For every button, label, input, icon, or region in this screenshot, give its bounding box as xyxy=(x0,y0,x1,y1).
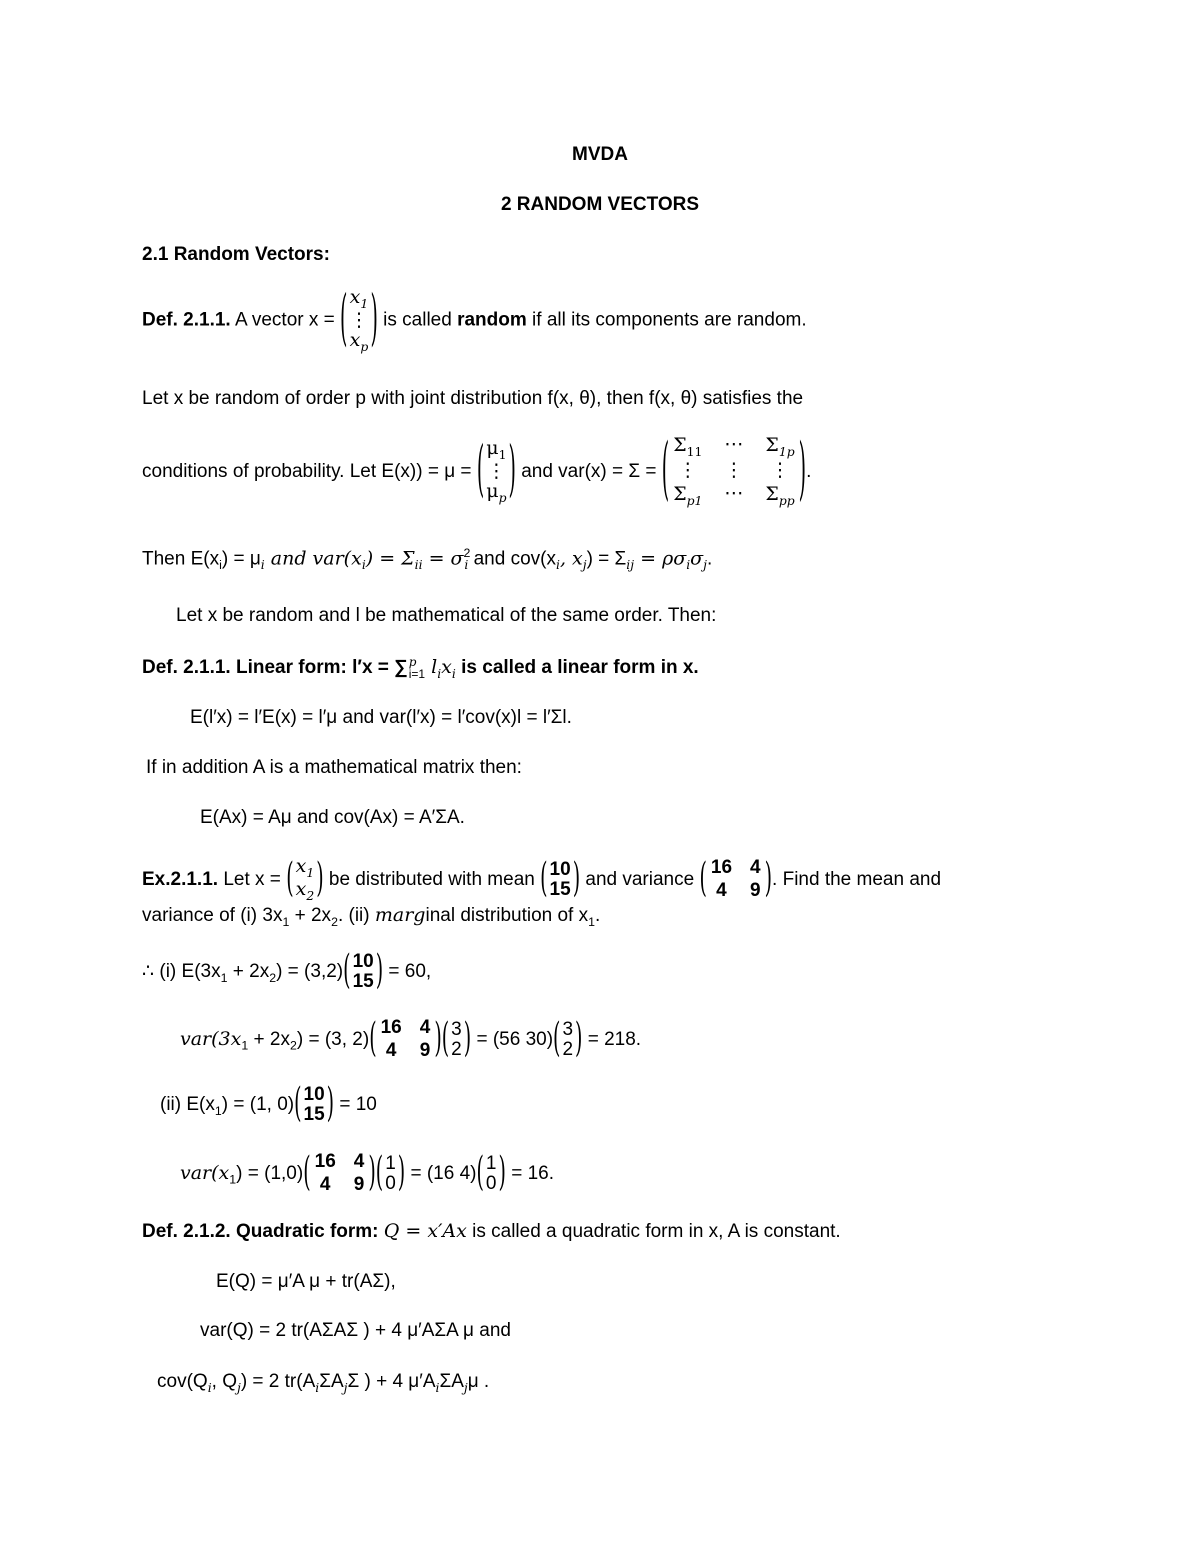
index-sub: ij xyxy=(626,558,635,573)
vec-entry: 3 xyxy=(451,1018,462,1040)
index-sub: 1 xyxy=(214,1103,222,1118)
para-text: and var(x) = Σ = xyxy=(515,460,662,482)
index-sub: j xyxy=(343,1380,348,1395)
column-vector: ( 3 2 ) xyxy=(553,1015,583,1063)
sigma-sub: 11 xyxy=(686,444,703,459)
solution-marginal-variance xyxy=(180,1149,554,1197)
matrix-entry: 9 xyxy=(353,1173,365,1195)
matrix-entry: 4 xyxy=(319,1173,331,1195)
solution-text: ) = (1, 0) xyxy=(221,1093,295,1115)
def-text: is called a quadratic form in x, A is constant. xyxy=(466,1221,841,1242)
solution-text: = 218. xyxy=(582,1028,642,1050)
example-text: . Find the mean and xyxy=(772,868,942,890)
vec-entry: 10 xyxy=(549,858,571,880)
page-title: MVDA xyxy=(572,144,628,165)
solution-text: + 2x xyxy=(227,960,270,982)
vec-entry: 0 xyxy=(385,1172,396,1194)
column-vector: ( 3 2 ) xyxy=(441,1015,472,1063)
matrix-entry: 4 xyxy=(419,1017,431,1038)
equation-linear-moments: E(l′x) = l′E(x) = l′μ and var(l′x) = l′cov(x)l = l′Σl. xyxy=(190,707,572,728)
index-sub: i xyxy=(361,558,366,573)
solution-text: + 2x xyxy=(248,1028,290,1050)
example-text: inal distribution of x xyxy=(425,905,589,926)
index-sub: i xyxy=(435,1380,440,1395)
def-text: is called a linear form in x. xyxy=(455,657,699,679)
vector-x-2d: ( $x_1$ $x_2$ ) xyxy=(286,855,324,903)
example-text: Let x = xyxy=(218,868,287,890)
variance-matrix: ( 16 4 4 9 ) xyxy=(369,1015,442,1063)
example-text: . (ii) xyxy=(337,905,375,926)
solution-text: ) = (3,2) xyxy=(276,960,344,982)
para-text: and cov(x xyxy=(468,548,556,570)
variance-matrix-values: ( 16 4 4 9 ) xyxy=(699,855,773,902)
vec-entry: 10 xyxy=(303,1084,325,1105)
mu-entry: μ xyxy=(486,479,499,502)
equation-ax: E(Ax) = Aμ and cov(Ax) = A′ΣA. xyxy=(200,807,465,828)
matrix-entry: 16 xyxy=(710,856,733,878)
example-text: + 2x xyxy=(289,905,332,926)
vec-dots: ⋮ xyxy=(349,309,369,331)
sum-upper: p xyxy=(408,655,417,669)
example-statement xyxy=(142,857,941,903)
index-sub: i xyxy=(555,558,560,573)
vdots: ⋮ xyxy=(678,460,698,482)
eq-text: cov(Q xyxy=(157,1371,208,1392)
solution-text: = 16. xyxy=(505,1162,554,1184)
sigma-entry: Σ xyxy=(765,434,779,456)
index-sub: 1 xyxy=(241,1038,249,1053)
index-sub: 2 xyxy=(331,914,338,929)
mu-sub: 1 xyxy=(498,447,507,462)
sigma-sub: pp xyxy=(778,494,795,509)
solution-marginal-mean xyxy=(160,1080,377,1128)
vec-entry: 2 xyxy=(451,1038,462,1060)
def-formula: l′x = ∑ xyxy=(352,657,408,679)
eq-text: ) = 2 tr(A xyxy=(240,1371,316,1392)
def-random-vector xyxy=(142,284,807,355)
def-formula: Q = x′Ax xyxy=(383,1220,467,1242)
index-sub: i xyxy=(219,558,222,573)
vdots: ⋮ xyxy=(770,460,790,482)
mu-sub: p xyxy=(498,490,507,505)
para-text: ) = Σ xyxy=(365,547,415,570)
index-sub: i xyxy=(451,666,456,681)
matrix-entry: 4 xyxy=(716,879,727,901)
matrix-entry: 16 xyxy=(314,1151,336,1172)
index-sub: 1 xyxy=(282,914,290,929)
def-quadratic-form xyxy=(142,1221,841,1243)
matrix-entry: 16 xyxy=(380,1017,402,1038)
variance-matrix: ( 16 4 4 9 ) xyxy=(303,1149,376,1197)
index-sub: 1 xyxy=(588,914,595,929)
vec-entry: 2 xyxy=(562,1038,574,1060)
mu-entry: μ xyxy=(486,437,499,460)
index-sub: ii xyxy=(414,558,423,573)
solution-text: var(3x xyxy=(180,1027,242,1050)
def-keyword: random xyxy=(457,309,527,331)
solution-text: = (56 30) xyxy=(471,1028,554,1050)
example-label: Ex.2.1.1. xyxy=(142,868,219,890)
column-vector: ( 1 0 ) xyxy=(476,1149,506,1197)
paragraph-mean-variance xyxy=(142,430,812,510)
section-heading: 2.1 Random Vectors: xyxy=(142,244,330,265)
vec-entry: 10 xyxy=(352,951,374,972)
matrix-entry: 9 xyxy=(750,879,761,901)
paragraph-joint-distribution: Let x be random of order p with joint distribution f(x, θ), then f(x, θ) satisfies the xyxy=(142,388,804,409)
chapter-heading: 2 RANDOM VECTORS xyxy=(500,194,700,215)
index-sub: i xyxy=(437,666,442,681)
solution-text: var(x xyxy=(180,1161,230,1184)
paragraph-moments xyxy=(142,547,712,573)
para-text: Then E(x xyxy=(142,548,220,570)
sum-lower: i=1 xyxy=(408,667,426,681)
vec-entry: x xyxy=(349,328,361,351)
paragraph-random-mathematical: Let x be random and l be mathematical of the same order. Then: xyxy=(176,605,717,626)
para-text: , x xyxy=(559,547,583,570)
index-sub: i xyxy=(260,558,265,573)
eq-text: Σ ) + 4 μ′A xyxy=(347,1371,436,1392)
power-sup: 2 xyxy=(463,546,471,560)
vec-sub: p xyxy=(360,339,369,354)
sigma-entry: Σ xyxy=(673,483,687,506)
sigma-entry: Σ xyxy=(765,483,779,506)
para-text: . xyxy=(806,460,812,482)
example-text: be distributed with mean xyxy=(323,868,541,890)
def-linear-form xyxy=(142,656,699,681)
mean-vector: ( $\mu_1$ ⋮ $\mu_p$ ) xyxy=(476,435,516,506)
sigma-entry: Σ xyxy=(673,434,687,456)
matrix-entry: 4 xyxy=(353,1151,365,1172)
vec-sub: 2 xyxy=(306,888,315,903)
vdots: ⋮ xyxy=(724,460,744,482)
vec-entry: x xyxy=(349,286,361,308)
vec-entry: x xyxy=(295,877,307,900)
solution-mean xyxy=(142,947,432,995)
def-text: if all its components are random. xyxy=(526,309,807,331)
eq-text: ΣA xyxy=(319,1371,344,1392)
column-vector: ( 10 15 ) xyxy=(343,947,384,995)
covariance-matrix: ( $\Sigma_{11}$ ⋯ $\Sigma_{1p}$ ⋮ ⋮ ⋮ $\Sigma_{p1}$ ⋯ $\Sigma_{pp}$ ) xyxy=(661,430,807,510)
index-sub: j xyxy=(463,1380,468,1395)
sigma-sub: 1p xyxy=(778,444,795,459)
solution-text: = (16 4) xyxy=(405,1162,477,1184)
vec-entry: 0 xyxy=(485,1172,497,1194)
vec-entry: 1 xyxy=(485,1152,497,1174)
vec-sub: 1 xyxy=(360,296,369,311)
index-sub: j xyxy=(582,558,587,573)
eq-text: ΣA xyxy=(439,1371,464,1392)
equation-variance-q: var(Q) = 2 tr(AΣAΣ ) + 4 μ′AΣA μ and xyxy=(200,1320,511,1341)
solution-text: ) = (1,0) xyxy=(236,1162,304,1184)
index-sub: i xyxy=(315,1380,320,1395)
mu-dots: ⋮ xyxy=(486,460,506,482)
index-sub: i xyxy=(464,558,469,573)
example-text: and variance xyxy=(580,868,700,890)
para-text: = ρσ xyxy=(634,547,687,570)
def-label: Def. 2.1.1. xyxy=(142,309,231,331)
vector-x: ( $x_1$ ⋮ $x_p$ ) xyxy=(340,284,378,355)
vec-entry: 3 xyxy=(562,1018,574,1040)
mean-vector-values: ( 10 15 ) xyxy=(540,855,581,902)
def-label: Def. 2.1.1. Linear form: xyxy=(142,657,353,679)
def-text: is called xyxy=(377,309,458,331)
vec-sub: 1 xyxy=(306,865,315,880)
def-formula: l xyxy=(425,656,438,679)
hdots: ⋯ xyxy=(724,434,744,455)
solution-text: ) = (3, 2) xyxy=(296,1028,370,1050)
eq-text: , Q xyxy=(211,1371,237,1392)
index-sub: i xyxy=(207,1380,212,1395)
example-text: marg xyxy=(374,904,426,926)
index-sub: j xyxy=(703,558,707,573)
para-text: = σ xyxy=(422,547,464,570)
column-vector: ( 10 15 ) xyxy=(294,1080,335,1128)
solution-text: = 60, xyxy=(383,960,432,982)
vec-entry: 15 xyxy=(549,878,571,900)
index-sub: i xyxy=(686,558,691,573)
example-text: . xyxy=(595,905,601,926)
para-text: conditions of probability. Let E(x)) = μ = xyxy=(142,460,477,482)
example-statement-line2 xyxy=(142,905,600,929)
def-text: A vector x = xyxy=(230,309,341,331)
solution-variance xyxy=(180,1015,642,1063)
matrix-entry: 4 xyxy=(750,856,761,878)
eq-text: μ . xyxy=(467,1371,490,1392)
index-sub: 2 xyxy=(269,970,277,985)
example-text: variance of (i) 3x xyxy=(142,905,283,926)
matrix-entry: 9 xyxy=(419,1039,431,1061)
para-text: σ xyxy=(690,547,704,570)
sigma-sub: p1 xyxy=(686,494,703,509)
equation-covariance-q xyxy=(157,1372,489,1395)
vec-entry: x xyxy=(295,855,307,877)
vec-entry: 1 xyxy=(385,1152,396,1174)
equation-expectation-q: E(Q) = μ′A μ + tr(AΣ), xyxy=(216,1271,396,1292)
vec-entry: 15 xyxy=(303,1103,325,1125)
para-text: . xyxy=(706,548,713,570)
index-sub: 2 xyxy=(289,1038,297,1053)
index-sub: 1 xyxy=(229,1172,237,1187)
paragraph-matrix-a: If in addition A is a mathematical matrix then: xyxy=(146,757,522,778)
index-sub: 1 xyxy=(220,970,228,985)
matrix-entry: 4 xyxy=(385,1039,397,1061)
solution-text: = 10 xyxy=(334,1093,377,1115)
solution-text: (ii) E(x xyxy=(160,1093,215,1115)
def-label: Def. 2.1.2. Quadratic form: xyxy=(142,1221,384,1242)
index-sub: j xyxy=(236,1380,241,1395)
para-text: ) = μ xyxy=(221,548,261,570)
vec-entry: 15 xyxy=(352,970,374,992)
para-text: ) = Σ xyxy=(586,548,627,570)
para-text: and var(x xyxy=(264,547,362,570)
solution-text: ∴ (i) E(3x xyxy=(142,960,221,982)
column-vector: ( 1 0 ) xyxy=(375,1149,406,1197)
def-formula: x xyxy=(441,656,452,679)
hdots: ⋯ xyxy=(724,483,744,505)
